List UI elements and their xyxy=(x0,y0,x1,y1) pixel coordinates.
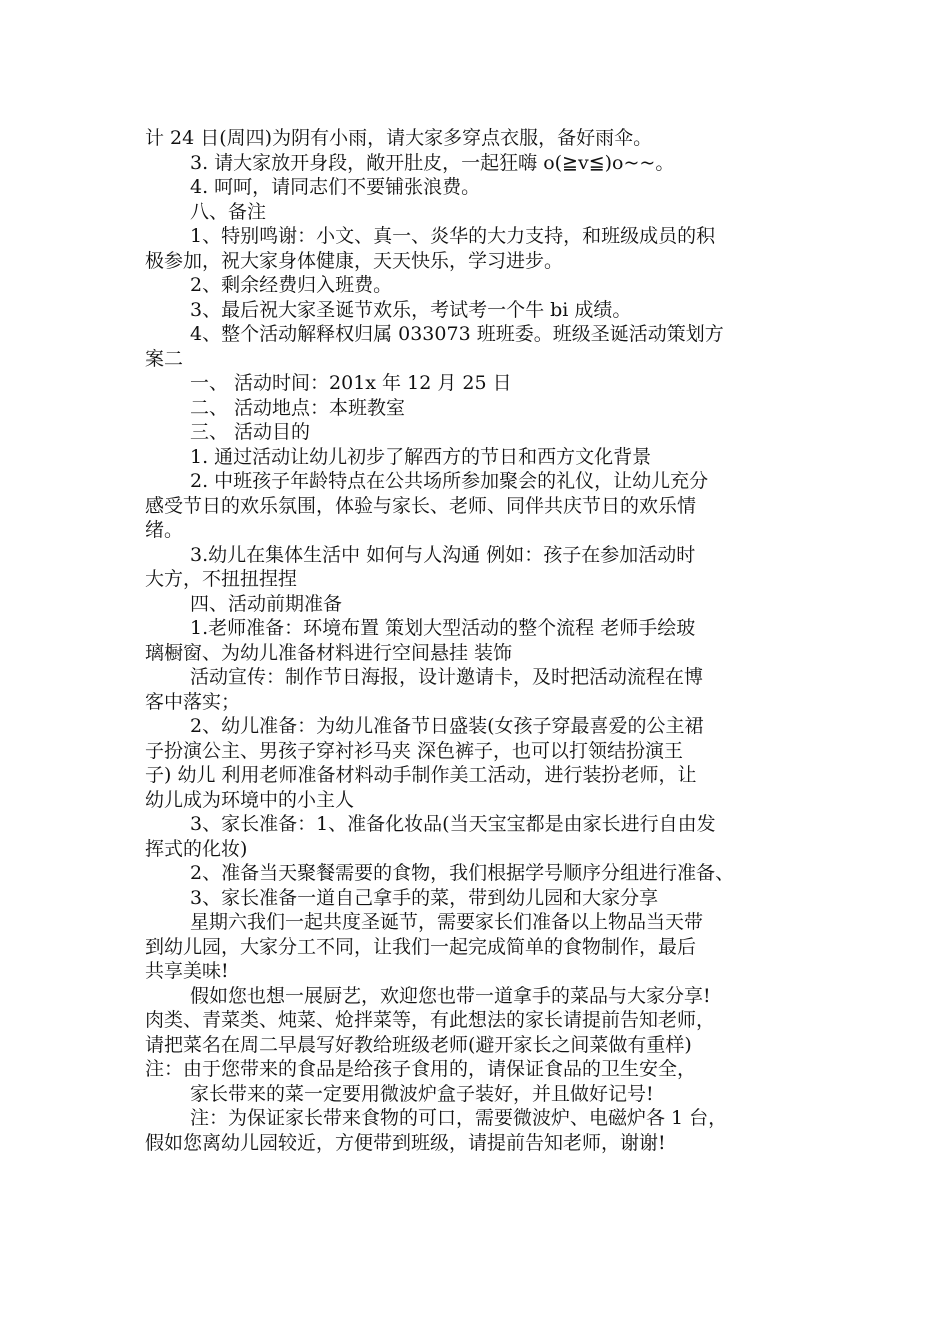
text-line: 挥式的化妆) xyxy=(145,837,248,860)
text-line: 活动宣传：制作节日海报，设计邀请卡，及时把活动流程在博 xyxy=(190,666,704,688)
text-line: 2、幼儿准备：为幼儿准备节日盛装(女孩子穿最喜爱的公主裙 xyxy=(190,715,704,737)
text-line: 子) 幼儿 利用老师准备材料动手制作美工活动，进行装扮老师，让 xyxy=(145,764,697,786)
text-line: 2. 中班孩子年龄特点在公共场所参加聚会的礼仪，让幼儿充分 xyxy=(190,470,709,492)
text-line: 3、家长准备一道自己拿手的菜，带到幼儿园和大家分享 xyxy=(190,886,659,909)
text-line: 1. 通过活动让幼儿初步了解西方的节日和西方文化背景 xyxy=(190,445,652,468)
text-line: 1、特别鸣谢：小文、真一、炎华的大力支持，和班级成员的积 xyxy=(190,225,716,247)
text-line: 3. 请大家放开身段，敞开肚皮，一起狂嗨 o(≧v≦)o~~。 xyxy=(190,151,675,174)
text-line: 假如您离幼儿园较近，方便带到班级，请提前告知老师，谢谢! xyxy=(145,1131,666,1154)
text-line: 大方，不扭扭捏捏 xyxy=(145,568,298,590)
text-line: 2、剩余经费归入班费。 xyxy=(190,274,393,296)
section-heading: 四、活动前期准备 xyxy=(190,592,343,615)
section-heading: 八、备注 xyxy=(190,200,267,223)
text-line: 客中落实； xyxy=(145,690,241,713)
text-line: 1.老师准备：环境布置 策划大型活动的整个流程 老师手绘玻 xyxy=(190,617,696,639)
text-line: 子扮演公主、男孩子穿衬衫马夹 深色裤子，也可以打领结扮演王 xyxy=(145,739,684,762)
text-line: 注：由于您带来的食品是给孩子食用的，请保证食品的卫生安全， xyxy=(145,1058,697,1080)
text-line: 极参加，祝大家身体健康，天天快乐，学习进步。 xyxy=(145,249,564,272)
section-heading: 一、 活动时间：201x 年 12 月 25 日 xyxy=(190,372,512,394)
text-line: 2、准备当天聚餐需要的食物，我们根据学号顺序分组进行准备、 xyxy=(190,862,735,884)
text-line: 幼儿成为环境中的小主人 xyxy=(145,788,355,811)
text-line: 4、整个活动解释权归属 033073 班班委。班级圣诞活动策划方 xyxy=(190,323,724,345)
text-line: 3、家长准备：1、准备化妆品(当天宝宝都是由家长进行自由发 xyxy=(190,813,716,835)
text-line: 家长带来的菜一定要用微波炉盒子装好，并且做好记号! xyxy=(190,1082,654,1105)
text-line: 璃橱窗、为幼儿准备材料进行空间悬挂 装饰 xyxy=(145,641,513,664)
text-line: 肉类、青菜类、炖菜、炝拌菜等，有此想法的家长请提前告知老师， xyxy=(145,1009,716,1031)
text-line: 3.幼儿在集体生活中 如何与人沟通 例如：孩子在参加活动时 xyxy=(190,543,696,566)
section-heading: 二、 活动地点：本班教室 xyxy=(190,396,406,419)
text-line: 共享美味! xyxy=(145,960,229,982)
document-body xyxy=(145,126,825,1155)
text-line: 假如您也想一展厨艺，欢迎您也带一道拿手的菜品与大家分享! xyxy=(190,984,711,1007)
text-line: 注：为保证家长带来食物的可口，需要微波炉、电磁炉各 1 台， xyxy=(190,1107,728,1129)
text-line: 4. 呵呵，请同志们不要铺张浪费。 xyxy=(190,176,481,198)
text-line: 3、最后祝大家圣诞节欢乐，考试考一个牛 bi 成绩。 xyxy=(190,298,632,321)
text-line: 感受节日的欢乐氛围，体验与家长、老师、同伴共庆节日的欢乐情 xyxy=(145,494,697,517)
text-line: 请把菜名在周二早晨写好教给班级老师(避开家长之间菜做有重样) xyxy=(145,1033,692,1056)
text-line: 到幼儿园，大家分工不同，让我们一起完成简单的食物制作，最后 xyxy=(145,935,697,958)
text-line: 案二 xyxy=(145,347,184,370)
text-line: 星期六我们一起共度圣诞节，需要家长们准备以上物品当天带 xyxy=(190,911,704,933)
section-heading: 三、 活动目的 xyxy=(190,421,311,443)
text-line: 计 24 日(周四)为阴有小雨，请大家多穿点衣服，备好雨伞。 xyxy=(145,127,653,149)
text-line: 绪。 xyxy=(145,519,184,541)
